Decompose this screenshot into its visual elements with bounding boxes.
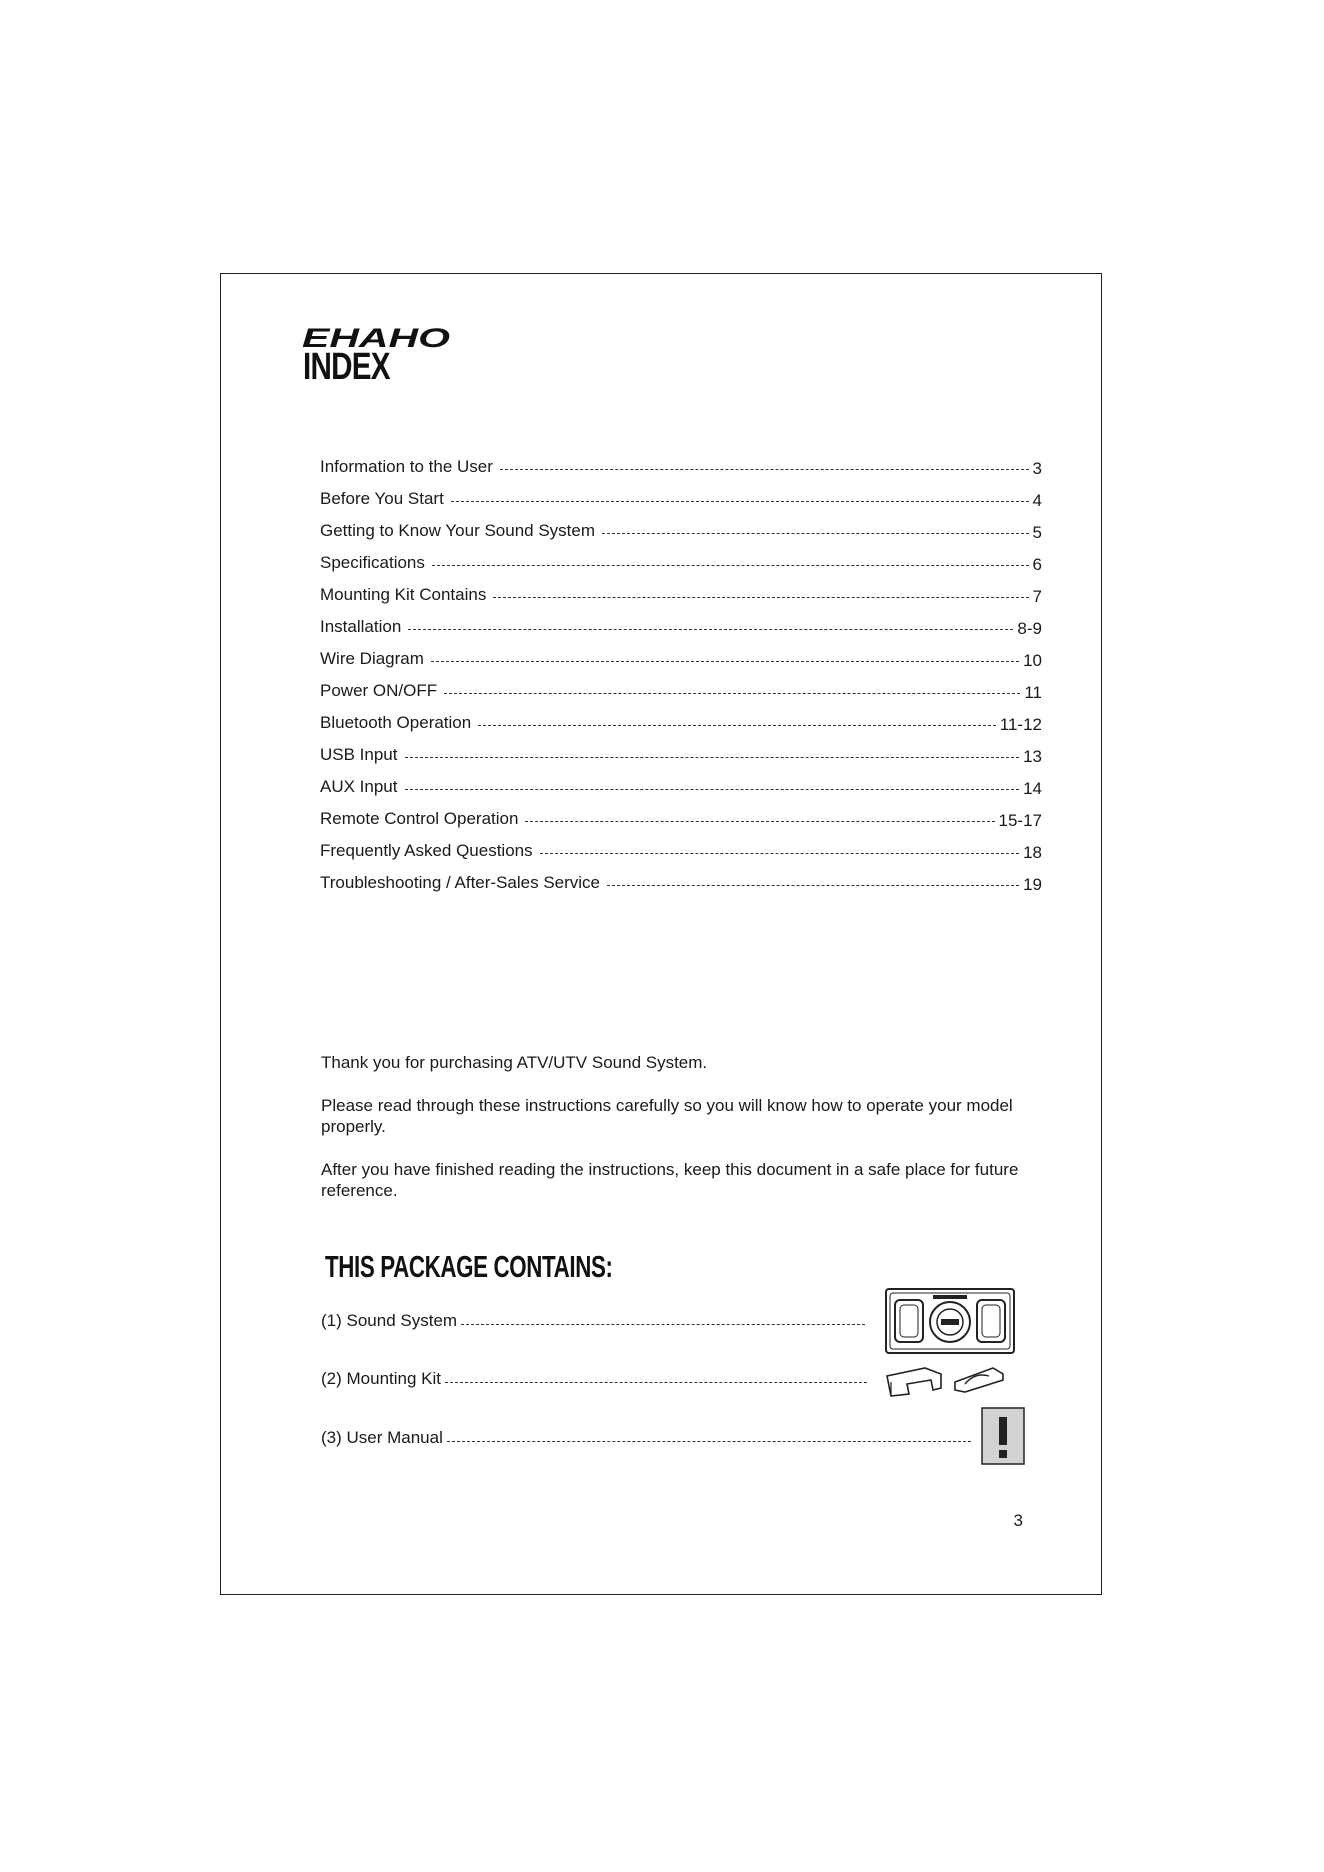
toc-page: 3 bbox=[1032, 459, 1042, 478]
toc-entry bbox=[320, 511, 1042, 543]
page-number: 3 bbox=[1013, 1511, 1023, 1530]
toc-entry bbox=[320, 447, 1042, 479]
toc-label: Before You Start bbox=[320, 489, 444, 508]
toc-leader bbox=[540, 852, 1019, 854]
toc-label: AUX Input bbox=[320, 777, 398, 796]
toc-label: Power ON/OFF bbox=[320, 681, 438, 700]
toc-entry bbox=[320, 575, 1042, 607]
toc-label: Frequently Asked Questions bbox=[320, 841, 533, 860]
package-heading: THIS PACKAGE CONTAINS: bbox=[325, 1249, 613, 1284]
toc-label: Wire Diagram bbox=[320, 649, 424, 668]
read-instructions-paragraph: Please read through these instructions carefully so you will know how to operate your model properly. bbox=[321, 1096, 1013, 1136]
toc-page: 13 bbox=[1023, 747, 1042, 766]
package-item bbox=[321, 1428, 971, 1448]
toc-entry bbox=[320, 863, 1042, 895]
svg-text:EHAHO: EHAHO bbox=[302, 324, 450, 350]
toc-page: 18 bbox=[1023, 843, 1042, 862]
toc-entry bbox=[320, 767, 1042, 799]
toc-leader bbox=[493, 596, 1028, 598]
toc-entry bbox=[320, 543, 1042, 575]
page-title: INDEX bbox=[303, 346, 390, 388]
toc-entry bbox=[320, 703, 1042, 735]
toc-page: 15-17 bbox=[998, 811, 1042, 830]
toc-leader bbox=[478, 724, 996, 726]
toc-entry bbox=[320, 671, 1042, 703]
toc-page: 11 bbox=[1024, 683, 1042, 702]
table-of-contents bbox=[320, 447, 1042, 895]
toc-page: 4 bbox=[1032, 491, 1042, 510]
toc-entry bbox=[320, 479, 1042, 511]
toc-label: Installation bbox=[320, 617, 402, 636]
package-leader bbox=[461, 1323, 865, 1325]
toc-leader bbox=[451, 500, 1029, 502]
thank-you-paragraph: Thank you for purchasing ATV/UTV Sound System. bbox=[321, 1053, 708, 1072]
toc-entry bbox=[320, 735, 1042, 767]
toc-leader bbox=[405, 756, 1020, 758]
toc-leader bbox=[444, 692, 1020, 694]
toc-page: 5 bbox=[1032, 523, 1042, 542]
toc-page: 11-12 bbox=[999, 715, 1042, 734]
toc-leader bbox=[500, 468, 1029, 470]
toc-leader bbox=[607, 884, 1019, 886]
toc-label: Bluetooth Operation bbox=[320, 713, 472, 732]
toc-label: Troubleshooting / After-Sales Service bbox=[320, 873, 601, 892]
package-item-label: (1) Sound System bbox=[321, 1311, 458, 1330]
toc-label: Specifications bbox=[320, 553, 425, 572]
manual-page bbox=[220, 273, 1102, 1595]
toc-page: 8-9 bbox=[1017, 619, 1042, 638]
toc-label: Getting to Know Your Sound System bbox=[320, 521, 596, 540]
package-item bbox=[321, 1369, 867, 1389]
package-leader bbox=[447, 1440, 971, 1442]
keep-document-paragraph: After you have finished reading the instructions, keep this document in a safe place for future reference. bbox=[321, 1160, 1019, 1200]
intro-text bbox=[321, 1052, 1041, 1223]
toc-page: 19 bbox=[1023, 875, 1042, 894]
package-item bbox=[321, 1311, 865, 1331]
sound-system-icon bbox=[885, 1288, 1015, 1354]
package-item-label: (2) Mounting Kit bbox=[321, 1369, 441, 1388]
package-item-label: (3) User Manual bbox=[321, 1428, 443, 1447]
mounting-kit-icon bbox=[885, 1362, 1007, 1398]
toc-page: 6 bbox=[1032, 555, 1042, 574]
toc-leader bbox=[408, 628, 1013, 630]
toc-entry bbox=[320, 607, 1042, 639]
toc-entry bbox=[320, 799, 1042, 831]
user-manual-icon bbox=[981, 1407, 1025, 1465]
toc-label: Remote Control Operation bbox=[320, 809, 519, 828]
toc-entry bbox=[320, 639, 1042, 671]
toc-leader bbox=[405, 788, 1020, 790]
toc-page: 7 bbox=[1032, 587, 1042, 606]
package-leader bbox=[445, 1381, 867, 1383]
toc-label: Information to the User bbox=[320, 457, 493, 476]
toc-leader bbox=[432, 564, 1029, 566]
toc-label: USB Input bbox=[320, 745, 398, 764]
toc-entry bbox=[320, 831, 1042, 863]
toc-label: Mounting Kit Contains bbox=[320, 585, 487, 604]
toc-leader bbox=[431, 660, 1019, 662]
toc-leader bbox=[602, 532, 1029, 534]
toc-leader bbox=[525, 820, 994, 822]
toc-page: 10 bbox=[1023, 651, 1042, 670]
toc-page: 14 bbox=[1023, 779, 1042, 798]
